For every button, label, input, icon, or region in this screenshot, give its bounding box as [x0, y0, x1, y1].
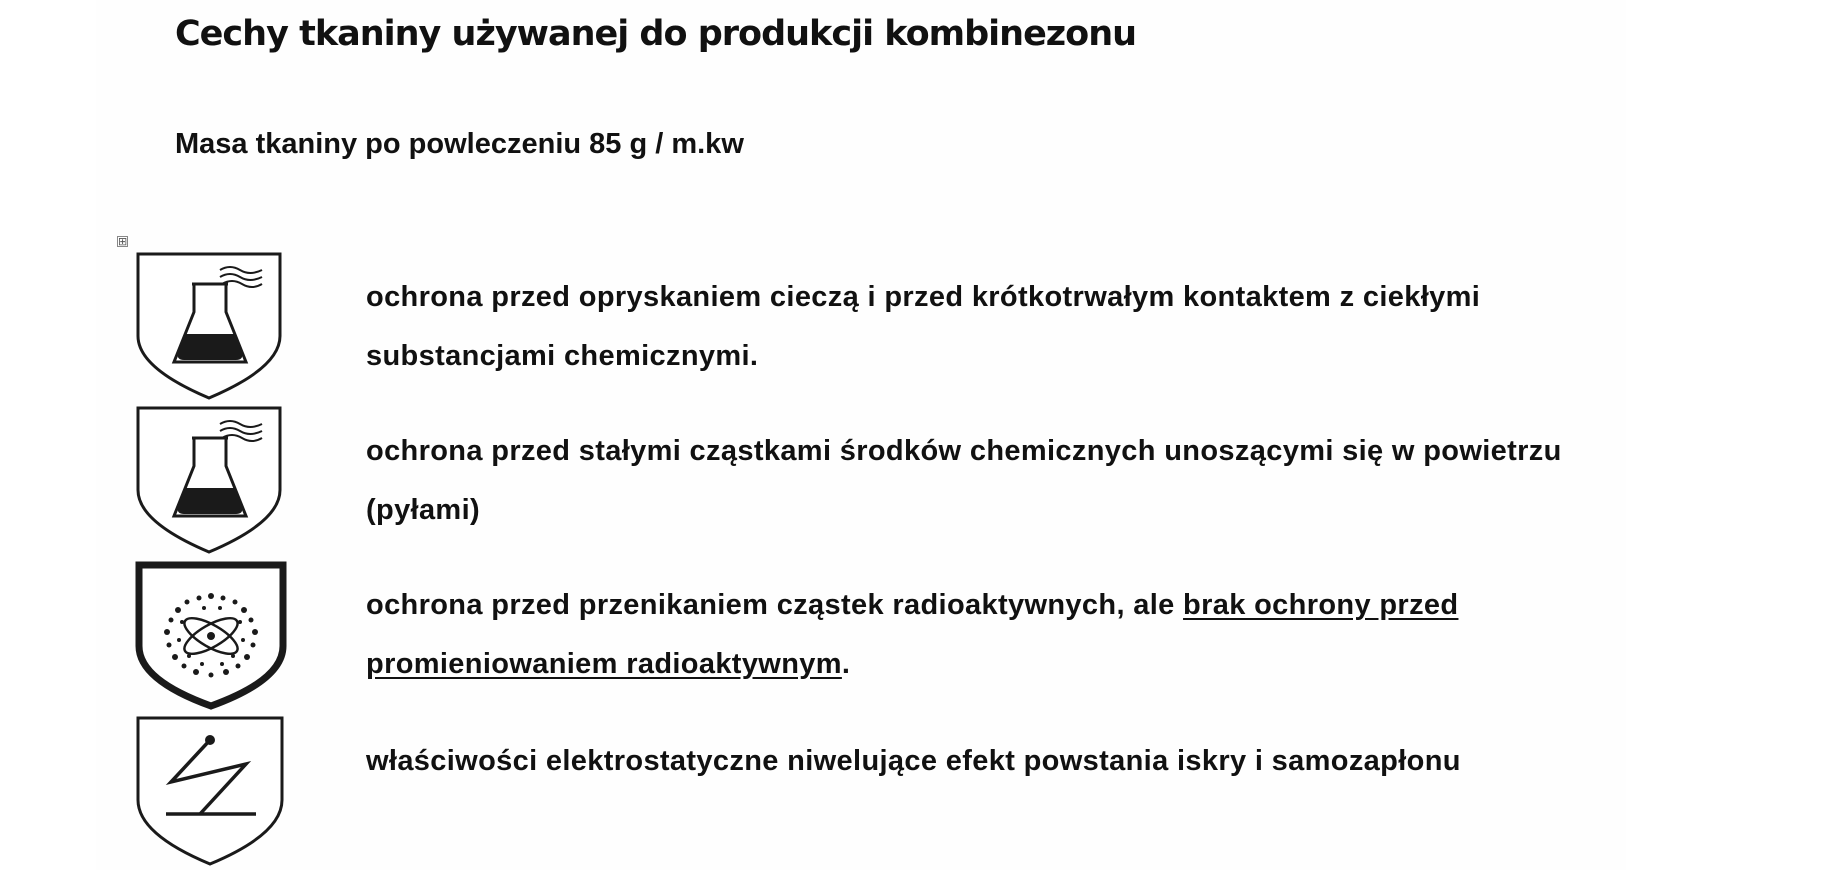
feature-text-4: właściwości elektrostatyczne niwelujące efekt powstania iskry i samozapłonu — [366, 745, 1461, 777]
feature-text-1: ochrona przed opryskaniem cieczą i przed krótkotrwałym kontaktem z ciekłymi substancjami chemicznymi. — [366, 281, 1481, 372]
radioactive-particles-icon — [134, 560, 288, 710]
chemical-flask-icon — [134, 404, 284, 554]
feature-text-3 — [366, 576, 1666, 694]
electrostatic-icon — [134, 714, 286, 864]
feature-text-2: ochrona przed stałymi cząstkami środków chemicznych unoszącymi się w powietrzu (pyłami) — [366, 435, 1562, 526]
feature-text-3-end: . — [841, 648, 851, 680]
chemical-flask-icon — [134, 250, 284, 400]
feature-text-3-part: ochrona przed przenikaniem cząstek radioaktywnych, ale — [366, 589, 1184, 621]
table-move-handle[interactable]: ⊞ — [118, 235, 128, 248]
page-title: Cechy tkaniny używanej do produkcji kombinezonu — [175, 14, 1137, 54]
feature-text-3-warning: brak ochrony przed promieniowaniem radioaktywnym — [366, 589, 1459, 680]
fabric-weight: Masa tkaniny po powleczeniu 85 g / m.kw — [175, 128, 744, 160]
